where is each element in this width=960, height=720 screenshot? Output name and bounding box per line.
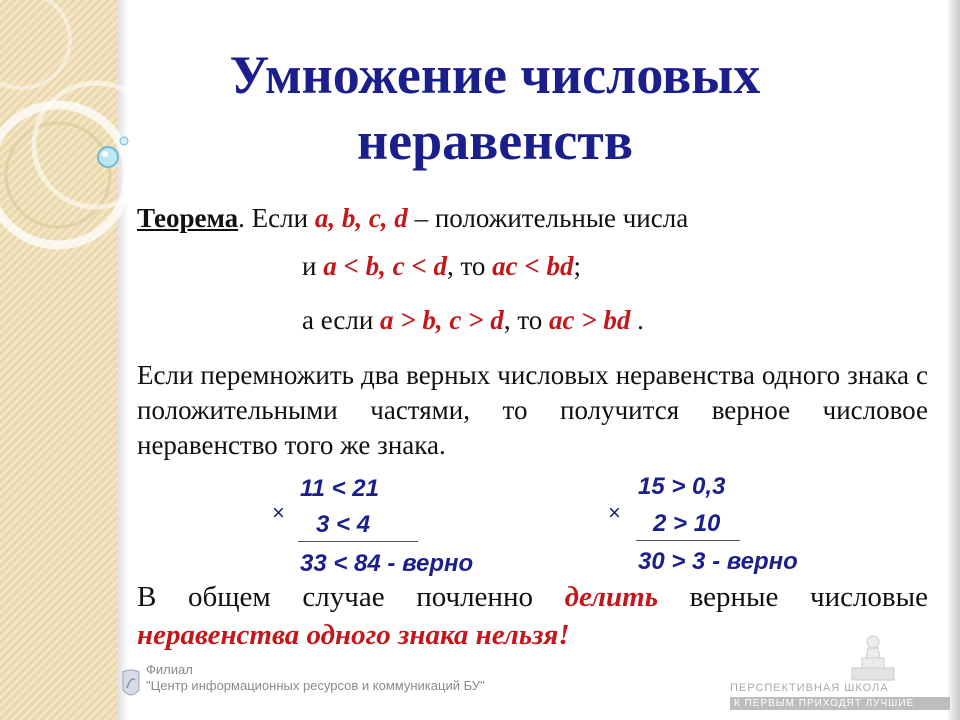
title-line-1: Умножение числовых: [229, 45, 761, 105]
school-statue-icon: [848, 628, 898, 684]
example-right-verdict: - верно: [705, 548, 798, 575]
footer-brand-word-1: ПЕРСПЕКТИВНАЯ: [730, 682, 841, 694]
theorem-intro-end: – положительные числа: [407, 203, 689, 233]
explanation-paragraph: Если перемножить два верных числовых неравенства одного знака с положительными частями, то получится верное числовое неравенство того же знака.: [137, 360, 928, 460]
multiply-sign-right: ×: [608, 500, 621, 525]
example-right-result: [638, 548, 798, 576]
theorem-line-3: [302, 305, 644, 336]
theorem-intro: . Если: [238, 203, 315, 233]
line2-condition: a < b, c < d: [323, 251, 447, 281]
example-left-row-2: 3 < 4: [316, 511, 371, 538]
footer-brand-word-2: ШКОЛА: [844, 682, 889, 694]
bubble-large: [98, 147, 118, 167]
example-left-result-value: 33 < 84: [300, 550, 381, 577]
line2-result: ac < bd: [492, 251, 574, 281]
theorem-line-2: [302, 251, 581, 282]
example-left-verdict: - верно: [380, 550, 474, 577]
line3-prefix: а если: [302, 305, 381, 335]
footer-emblem-icon: [120, 668, 142, 702]
bubble-small: [120, 137, 128, 145]
line2-end: ;: [573, 251, 582, 281]
footer-organization: [146, 662, 485, 694]
theorem-label: Теорема: [137, 203, 239, 233]
example-right-row-2: 2 > 10: [653, 510, 721, 537]
conclusion-part-2: верные числовые: [657, 581, 928, 613]
example-right-underline: [636, 540, 740, 541]
line3-end: .: [630, 305, 644, 335]
footer-brand-slogan: К ПЕРВЫМ ПРИХОДЯТ ЛУЧШИЕ: [730, 697, 950, 710]
footer-brand-row: [730, 682, 950, 694]
conclusion-part-1: В общем случае почленно: [137, 581, 565, 613]
footer-org-line-1: Филиал: [146, 662, 193, 677]
line3-condition: a > b, c > d: [380, 305, 504, 335]
example-right-row-1: 15 > 0,3: [638, 473, 726, 500]
example-right-result-value: 30 > 3: [638, 548, 706, 575]
example-left-row-1: 11 < 21: [300, 475, 379, 502]
theorem-line-1: [137, 203, 688, 234]
line2-prefix: и: [302, 251, 324, 281]
footer-school-brand: [730, 682, 950, 710]
example-left-result: [300, 550, 473, 578]
title-line-2: неравенств: [356, 111, 633, 171]
right-edge-shadow: [946, 0, 960, 720]
conclusion-paragraph: [137, 578, 928, 654]
example-left-underline: [298, 541, 418, 542]
line2-middle: , то: [446, 251, 493, 281]
multiply-sign-left: ×: [272, 500, 285, 525]
conclusion-emphasis-divide: делить: [564, 581, 658, 613]
footer-org-line-2: "Центр информационных ресурсов и коммуникаций БУ": [146, 678, 485, 693]
theorem-vars: a, b, c, d: [314, 203, 408, 233]
slide-title: [130, 42, 860, 174]
line3-middle: , то: [503, 305, 550, 335]
line3-result: ac > bd: [549, 305, 631, 335]
conclusion-emphasis-warning: неравенства одного знака нельзя!: [137, 619, 570, 651]
bubble-highlight: [102, 151, 108, 157]
